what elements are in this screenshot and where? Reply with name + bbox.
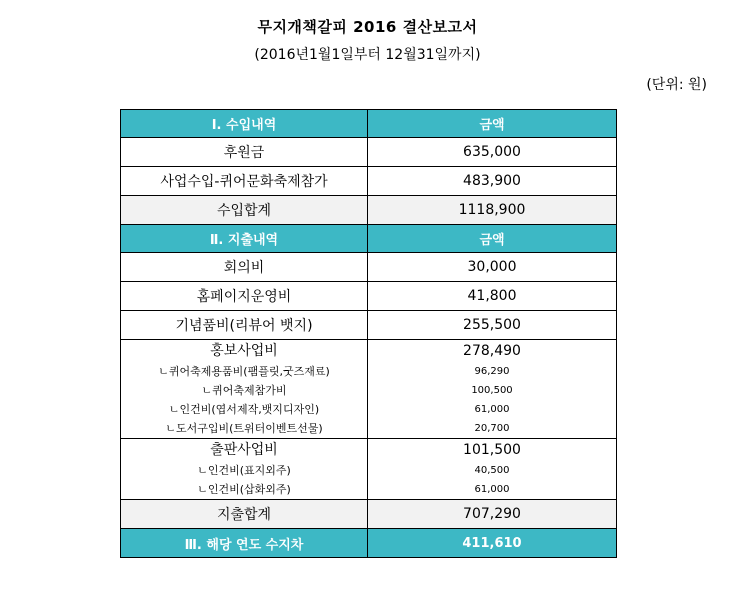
- item-amount: 483,900: [368, 167, 617, 196]
- item-amount: 255,500: [368, 311, 617, 340]
- item-amount: 30,000: [368, 253, 617, 282]
- income-header-amount: 금액: [368, 110, 617, 138]
- expense-total-amount: 707,290: [368, 500, 617, 529]
- sub-item-label: ㄴ인건비(삽화외주): [197, 483, 291, 496]
- income-header-row: [121, 110, 617, 138]
- unit-label: (단위: 원): [646, 77, 707, 93]
- sub-item-amount: 61,000: [474, 484, 510, 495]
- item-label: 기념품비(리뷰어 뱃지): [121, 311, 368, 340]
- sub-item-label: ㄴ퀴어축제참가비: [201, 384, 287, 397]
- balance-amount: 411,610: [368, 529, 617, 558]
- sub-item-amount: 61,000: [474, 404, 510, 415]
- table-row: [121, 138, 617, 167]
- settlement-table: [120, 109, 617, 558]
- sub-item-label: ㄴ퀴어축제용품비(팸플릿,굿즈재료): [158, 365, 330, 378]
- item-label: 사업수입-퀴어문화축제참가: [121, 167, 368, 196]
- promo-group-label: 홍보사업비: [210, 343, 278, 359]
- promo-group-row: [121, 340, 617, 439]
- promo-group-labels: [121, 340, 368, 439]
- publish-group-row: [121, 439, 617, 500]
- item-amount: 635,000: [368, 138, 617, 167]
- sub-item-label: ㄴ인건비(엽서제작,뱃지디자인): [168, 403, 320, 416]
- sub-item-amount: 96,290: [474, 366, 510, 377]
- sub-item-label: ㄴ인건비(표지외주): [197, 464, 291, 477]
- income-total-amount: 1118,900: [368, 196, 617, 225]
- report-period: (2016년1월1일부터 12월31일까지): [254, 47, 481, 63]
- expense-total-row: [121, 500, 617, 529]
- expense-header-row: [121, 225, 617, 253]
- promo-group-amounts: [368, 340, 617, 439]
- table-row: [121, 311, 617, 340]
- balance-row: [121, 529, 617, 558]
- item-label: 홈페이지운영비: [121, 282, 368, 311]
- item-label: 후원금: [121, 138, 368, 167]
- sub-item-amount: 20,700: [474, 423, 510, 434]
- publish-group-label: 출판사업비: [210, 442, 278, 458]
- expense-header-label: Ⅱ. 지출내역: [121, 225, 368, 253]
- sub-item-label: ㄴ도서구입비(트위터이벤트선물): [165, 422, 323, 435]
- item-label: 회의비: [121, 253, 368, 282]
- publish-group-amounts: [368, 439, 617, 500]
- item-amount: 41,800: [368, 282, 617, 311]
- report-title: 무지개책갈피 2016 결산보고서: [257, 18, 478, 36]
- expense-header-amount: 금액: [368, 225, 617, 253]
- promo-group-amount: 278,490: [463, 343, 521, 359]
- income-total-row: [121, 196, 617, 225]
- income-header-label: Ⅰ. 수입내역: [121, 110, 368, 138]
- table-row: [121, 167, 617, 196]
- sub-item-amount: 100,500: [471, 385, 513, 396]
- publish-group-labels: [121, 439, 368, 500]
- expense-total-label: 지출합계: [121, 500, 368, 529]
- publish-group-amount: 101,500: [463, 442, 521, 458]
- table-row: [121, 253, 617, 282]
- income-total-label: 수입합계: [121, 196, 368, 225]
- sub-item-amount: 40,500: [474, 465, 510, 476]
- table-row: [121, 282, 617, 311]
- balance-label: Ⅲ. 해당 연도 수지차: [121, 529, 368, 558]
